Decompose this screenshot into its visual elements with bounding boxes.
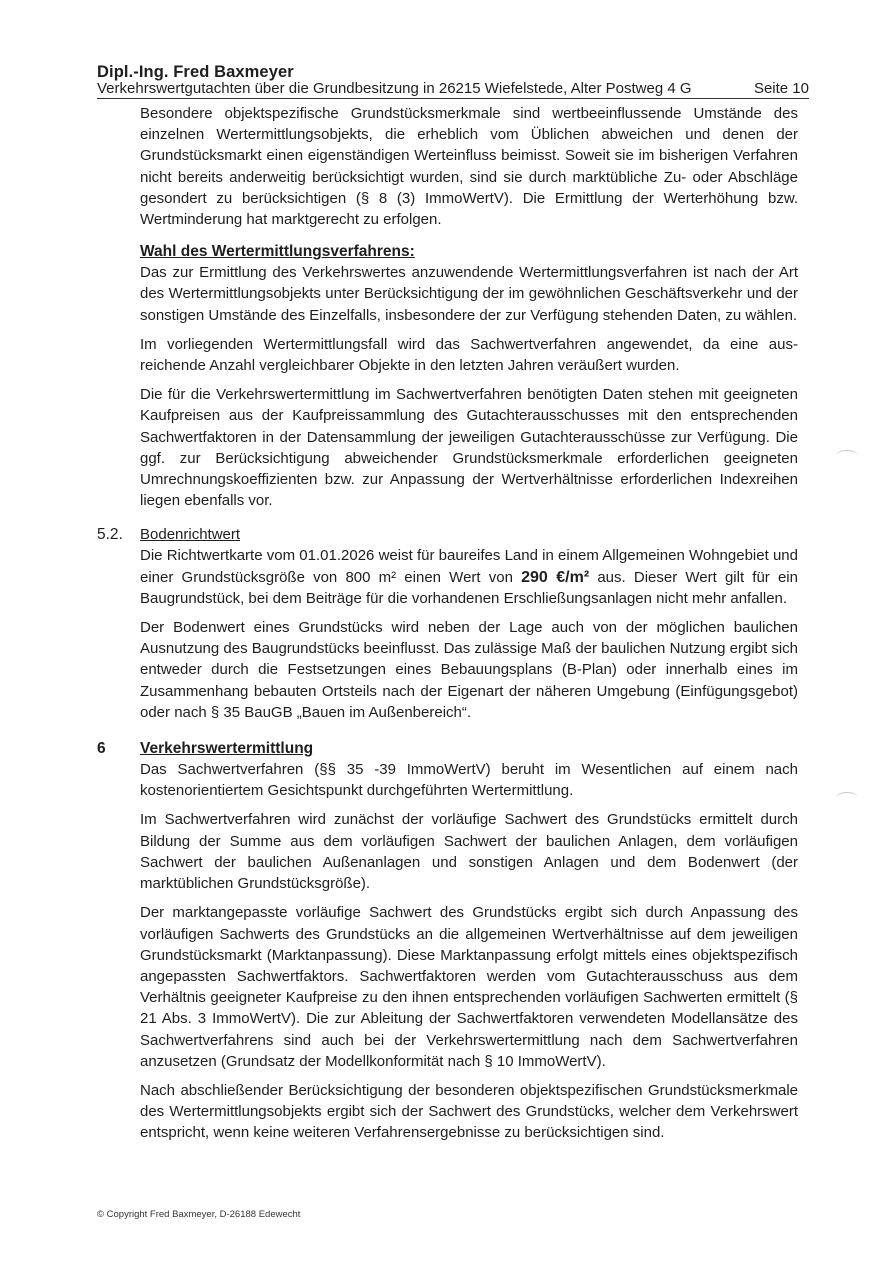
bodenrichtwert-text-b: aus. Dieser Wert gilt für ein Baugrundstück, bei dem Beiträge für die vorhandenen Erschließungsanlagen nicht mehr anfallen. <box>140 568 798 607</box>
bodenrichtwert-paragraph-2: Der Bodenwert eines Grundstücks wird neben der Lage auch von der möglichen baulichen Ausnutzung des Baugrundstücks beeinflusst. Das zulässige Maß der baulichen Nutzung ergibt sich entweder durch die Festsetzungen eines Bebauungsplans (B-Plan) oder innerhalb eines im Zusammenhang bebauten Ortsteils nach der Eigenart der näheren Umgebung (Einfügungsgebot) oder nach § 35 BauGB „Bauen im Außenbereich“. <box>140 619 798 721</box>
verkehrswert-paragraph-2: Im Sachwertverfahren wird zunächst der vorläufige Sachwert des Grundstücks ermittelt durch Bildung der Summe aus dem vorläufigen Sachwert der baulichen Anlagen, dem vorläufigen Sachwert der baulichen Außenanlagen und sonstigen Anlagen und dem Bodenwert (der marktüblichen Grundstücksgröße). <box>140 811 798 893</box>
section-5-2-title: Bodenrichtwert <box>140 526 241 544</box>
verkehrswert-paragraph-3: Der marktangepasste vorläufige Sachwert des Grundstücks ergibt sich durch Anpassung des vorläufigen Sachwerts des Grundstücks an die allgemeinen Wertverhältnisse auf dem jeweiligen Grundstücksmarkt (Marktanpassung). Diese Marktanpassung erfolgt mittels eines objektspezifisch angepassten Sachwertfaktors. Sachwertfaktoren werden vom Gutachterausschuss aus dem Verhältnis geeigneter Kaufpreise zu den ihnen entsprechenden vorläufigen Sachwerten ermittelt (§ 21 Abs. 3 ImmoWertV). Die zur Ableitung der Sachwertfaktoren verwendeten Modellansätze des Sachwertverfahrens sind auch bei der Verkehrswertermittlung nach dem Sachwertverfahren anzusetzen (Grundsatz der Modellkonformität nach § 10 ImmoWertV). <box>140 904 798 1070</box>
author-name: Dipl.-Ing. Fred Baxmeyer <box>97 63 294 81</box>
running-header <box>97 80 809 99</box>
bodenrichtwert-paragraph-1 <box>140 545 798 609</box>
section-5-2-heading <box>97 525 798 545</box>
wahl-heading: Wahl des Wertermittlungsverfahrens: <box>140 243 415 261</box>
scan-punch-mark <box>836 450 858 461</box>
verkehrswert-paragraph-1: Das Sachwertverfahren (§§ 35 -39 ImmoWertV) beruht im Wesentlichen auf einem nach kostenorientiertem Gesichtspunkt durchgeführten Wertermittlung. <box>140 761 798 800</box>
page-number: Seite 10 <box>753 80 809 97</box>
wahl-paragraph-1: Das zur Ermittlung des Verkehrswertes anzuwendende Wertermittlungsverfahren ist nach der Art des Wertermittlungsobjekts unter Berücksichtigung der im gewöhnlichen Geschäftsverkehr und der sonstigen Umstände des Einzelfalls, insbesondere der zur Verfügung stehenden Daten, zu wählen. <box>140 264 798 324</box>
section-6-title: Verkehrswertermittlung <box>140 740 314 758</box>
wahl-paragraph-2: Im vorliegenden Wertermittlungsfall wird das Sachwertverfahren angewendet, da eine ausreichende Anzahl vergleichbarer Objekte in den letzten Jahren veräußert wurden. <box>140 335 798 375</box>
footer-copyright: © Copyright Fred Baxmeyer, D-26188 Edewecht <box>97 1209 301 1220</box>
wahl-paragraph-3: Die für die Verkehrswertermittlung im Sachwertverfahren benötigten Daten stehen mit geeigneten Kaufpreisen aus der Kaufpreissammlung des Gutachterausschusses mit den entsprechenden Sachwertfaktoren in der Datensammlung der jeweiligen Gutachterausschüsse zur Verfügung. Die ggf. zur Berücksichtigung abweichender Grundstücksmerkmale erforderlichen geeigneten Umrechnungskoeffizienten bzw. zur Anpassung der Wertverhältnisse erforderlichen Indexreihen liegen ebenfalls vor. <box>140 386 798 510</box>
bodenrichtwert-value: 290 €/m² <box>521 568 590 586</box>
header-subject: Verkehrswertgutachten über die Grundbesitzung in 26215 Wiefelstede, Alter Postweg 4 G <box>97 80 692 97</box>
intro-paragraph: Besondere objektspezifische Grundstücksmerkmale sind wertbeeinflussende Umstände des einzelnen Wertermittlungsobjekts, die erheblich vom Üblichen abweichen und denen der Grundstücksmarkt einen eigenständigen Werteinfluss beimisst. Soweit sie im bisherigen Verfahren nicht bereits anderweitig berücksichtigt wurden, sind sie durch marktübliche Zu- oder Abschläge gesondert zu berücksichtigen (§ 8 (3) ImmoWertV). Die Ermittlung der Werterhöhung bzw. Wertminderung hat marktgerecht zu erfolgen. <box>140 105 798 229</box>
scan-punch-mark <box>836 792 858 803</box>
bodenrichtwert-text-a: Die Richtwertkarte vom 01.01.2026 weist für baureifes Land in einem Allgemeinen Wohngebiet und einer Grundstücksgröße von 800 m² einen Wert von <box>140 547 798 586</box>
section-6-heading <box>97 739 798 759</box>
verkehrswert-paragraph-4: Nach abschließender Berücksichtigung der besonderen objektspezifischen Grundstücksmerkmale des Wertermittlungsobjekts ergibt sich der Sachwert des Grundstücks, welcher dem Verkehrswert entspricht, wenn keine weiteren Verfahrensergebnisse zu berücksichtigen sind. <box>140 1081 798 1142</box>
section-5-2-number: 5.2. <box>97 526 123 544</box>
section-6-number: 6 <box>97 740 106 758</box>
page-body <box>97 103 798 1144</box>
